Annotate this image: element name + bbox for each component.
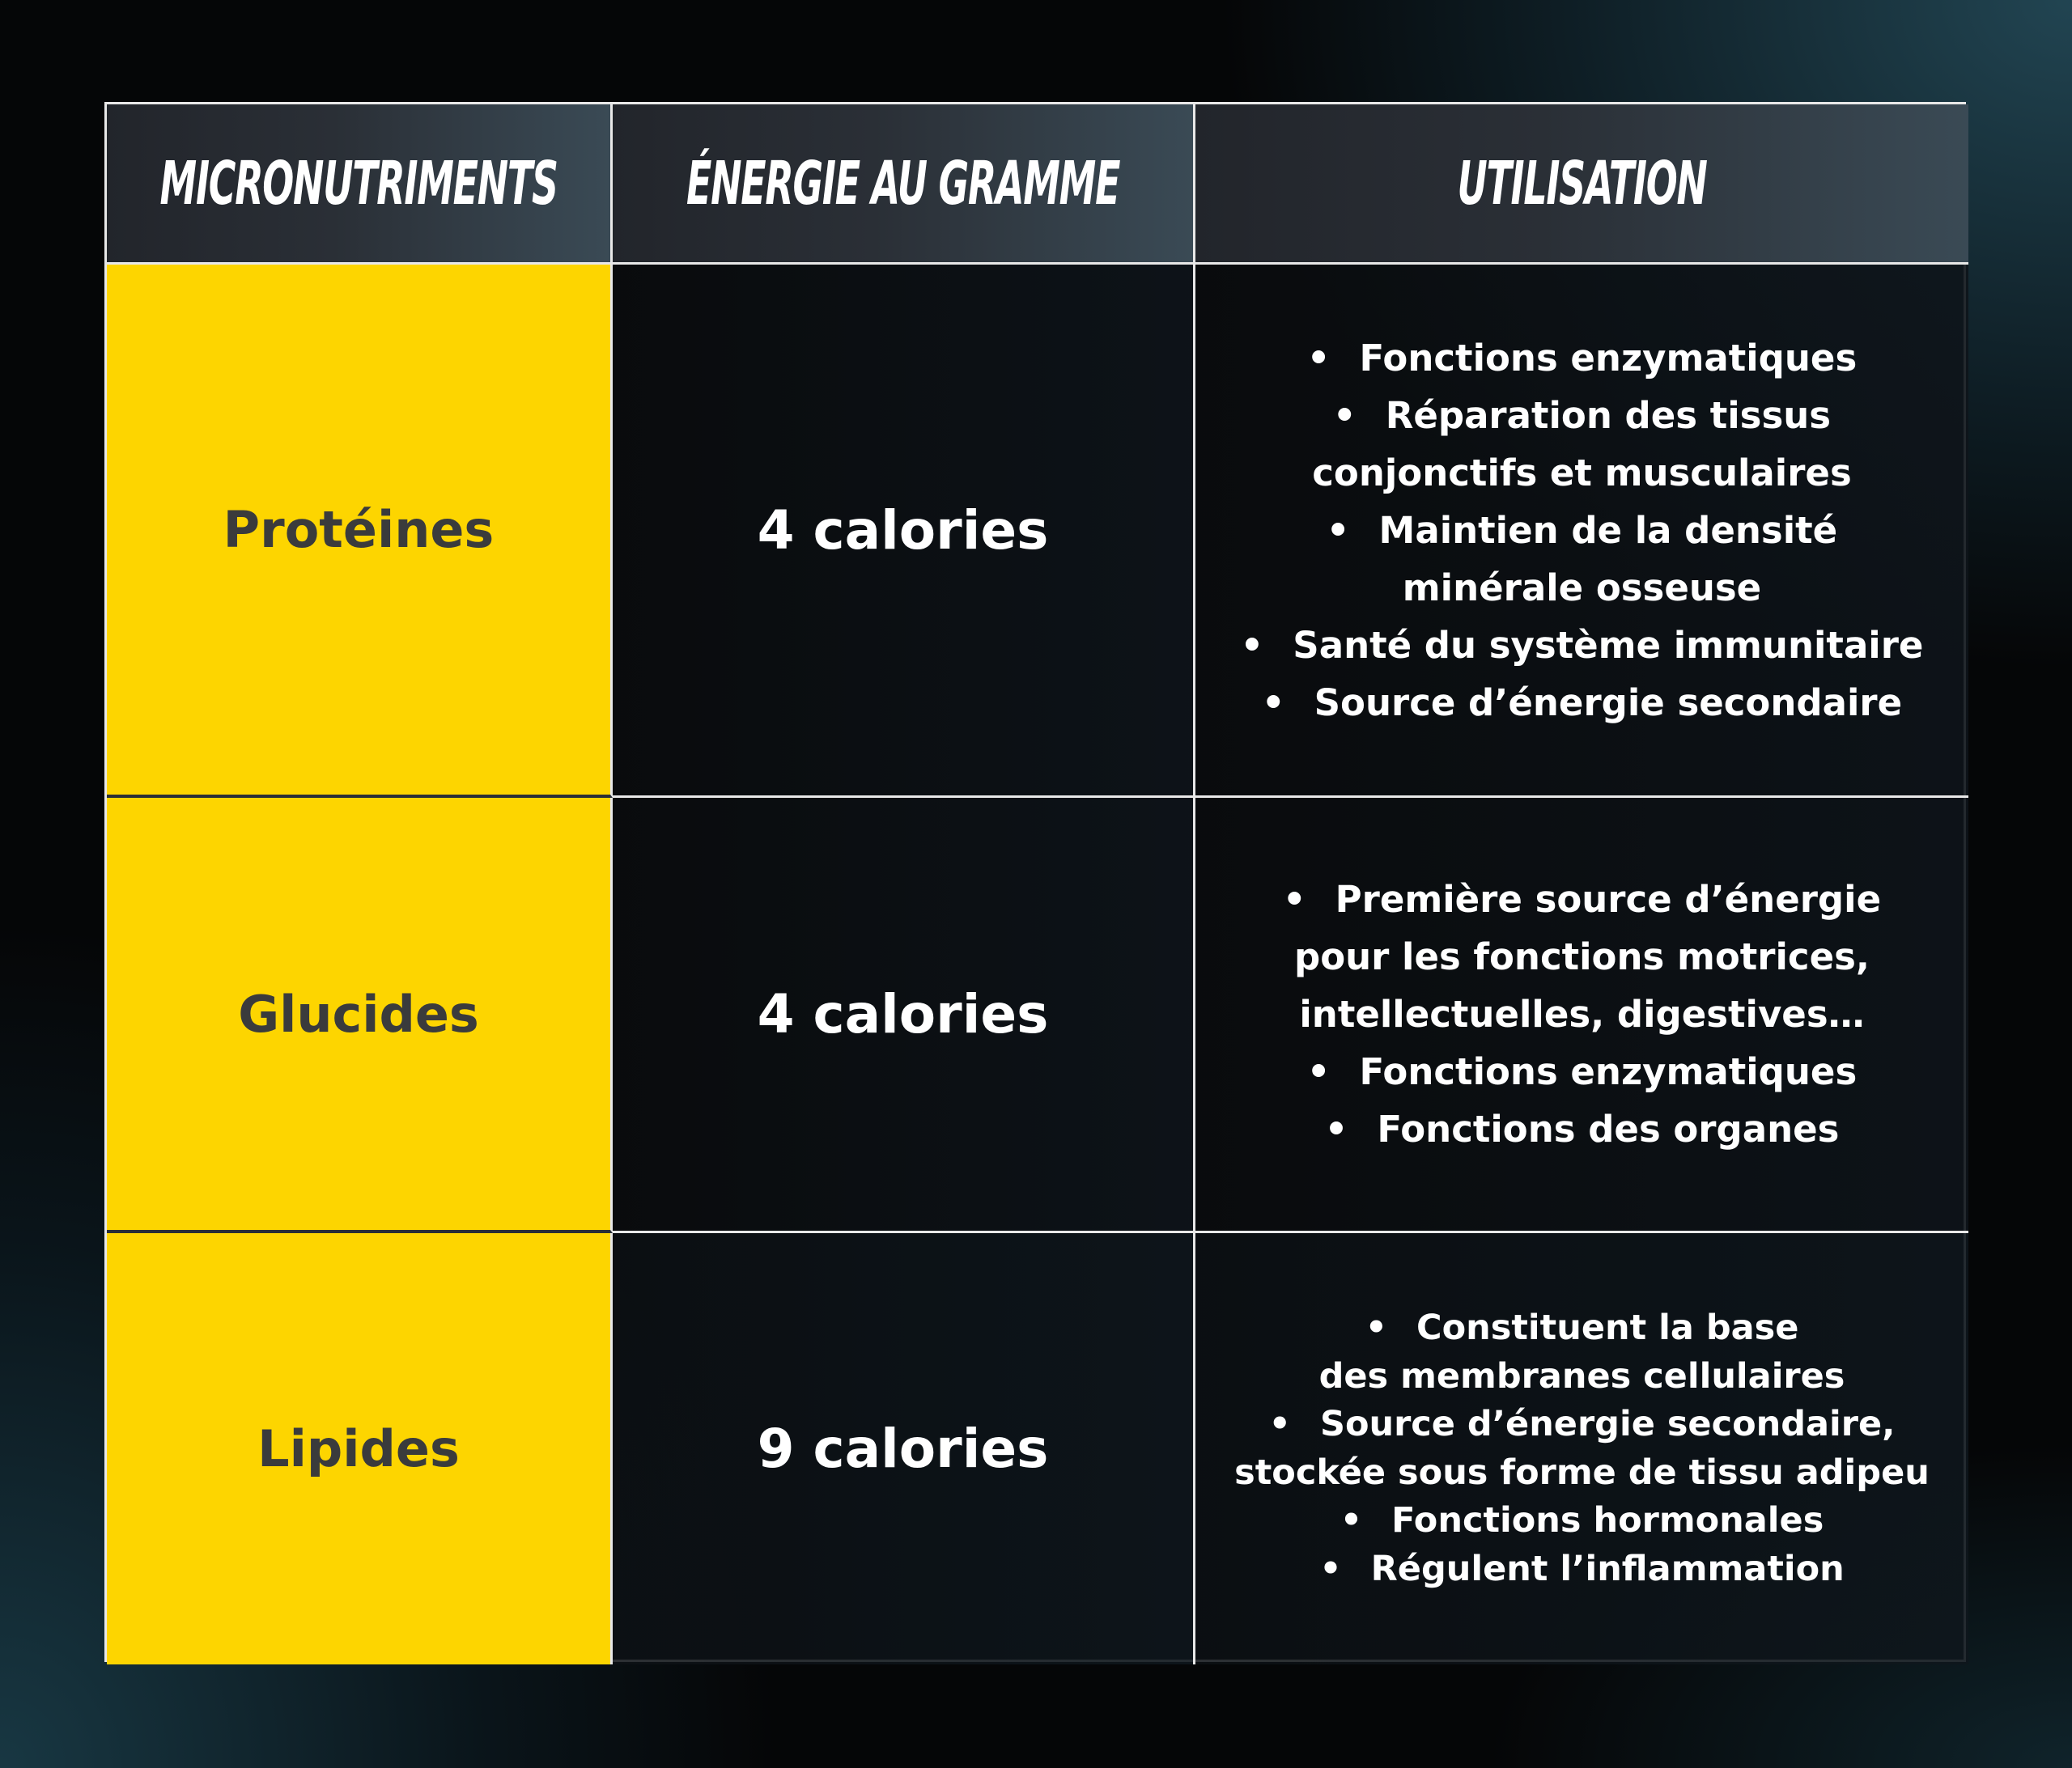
row-glucides-name-cell: [107, 798, 613, 1233]
nutrition-table: [104, 102, 1966, 1662]
use-text: minérale osseuse: [1402, 566, 1762, 609]
uses-list: [1283, 871, 1881, 1158]
use-item: [1234, 1497, 1930, 1545]
row-glucides-uses-cell: [1195, 798, 1968, 1233]
use-text: Réparation des tissus: [1385, 393, 1832, 437]
header-micronutriments: [107, 104, 613, 265]
bullet: •: [1365, 1308, 1388, 1348]
row-glucides-energy-cell: [613, 798, 1195, 1233]
header-utilisation: [1195, 104, 1968, 265]
use-text: Fonctions hormonales: [1391, 1500, 1824, 1541]
use-text: des membranes cellulaires: [1318, 1355, 1845, 1397]
bullet: •: [1240, 623, 1264, 667]
header-energie-label: ÉNERGIE AU GRAMME: [686, 148, 1120, 218]
bullet: •: [1340, 1500, 1363, 1541]
use-item: [1283, 928, 1881, 986]
row-energy: 9 calories: [757, 1418, 1049, 1480]
row-name: Protéines: [223, 500, 495, 559]
bullet: •: [1326, 508, 1350, 552]
use-item: [1283, 871, 1881, 928]
use-text: Première source d’énergie: [1335, 878, 1882, 921]
row-lipides-energy-cell: [613, 1233, 1195, 1664]
bullet: •: [1332, 393, 1357, 437]
use-text: conjonctifs et musculaires: [1312, 451, 1852, 494]
use-text: Régulent l’inflammation: [1370, 1548, 1845, 1589]
row-lipides-name-cell: [107, 1233, 613, 1664]
row-proteines-energy-cell: [613, 265, 1195, 798]
bullet: •: [1306, 336, 1331, 379]
use-text: pour les fonctions motrices,: [1294, 935, 1870, 978]
use-text: Fonctions enzymatiques: [1359, 1050, 1858, 1093]
use-text: Source d’énergie secondaire: [1314, 680, 1903, 724]
row-name: Glucides: [238, 984, 479, 1044]
use-item: [1283, 1100, 1881, 1158]
use-item: [1234, 1353, 1930, 1401]
bullet: •: [1306, 1050, 1331, 1093]
use-text: intellectuelles, digestives…: [1299, 993, 1865, 1036]
bullet: •: [1261, 680, 1285, 724]
row-lipides-uses-cell: [1195, 1233, 1968, 1664]
bullet: •: [1319, 1548, 1342, 1589]
use-text: Constituent la base: [1416, 1308, 1799, 1348]
use-item: [1241, 617, 1924, 674]
header-utilisation-label: UTILISATION: [1457, 148, 1707, 218]
use-text: Maintien de la densité: [1378, 508, 1838, 552]
row-proteines-name-cell: [107, 265, 613, 798]
row-energy: 4 calories: [757, 498, 1049, 562]
use-item: [1241, 387, 1924, 444]
use-text: Fonctions des organes: [1377, 1108, 1840, 1151]
use-item: [1234, 1401, 1930, 1449]
use-item: [1283, 986, 1881, 1043]
bullet: •: [1282, 878, 1306, 921]
use-item: [1241, 329, 1924, 387]
use-item: [1234, 1304, 1930, 1353]
uses-list: [1241, 329, 1924, 731]
use-item: [1241, 559, 1924, 617]
use-item: [1234, 1449, 1930, 1498]
bullet: •: [1268, 1404, 1291, 1444]
use-item: [1234, 1545, 1930, 1594]
use-item: [1283, 1043, 1881, 1100]
header-energie: [613, 104, 1195, 265]
row-energy: 4 calories: [757, 983, 1049, 1045]
use-item: [1241, 674, 1924, 731]
use-item: [1241, 502, 1924, 559]
use-item: [1241, 444, 1924, 502]
use-text: Source d’énergie secondaire,: [1319, 1404, 1896, 1444]
use-text: Santé du système immunitaire: [1293, 623, 1924, 667]
row-proteines-uses-cell: [1195, 265, 1968, 798]
use-text: stockée sous forme de tissu adipeu: [1234, 1452, 1930, 1493]
uses-list: [1234, 1304, 1930, 1593]
bullet: •: [1324, 1108, 1348, 1151]
row-name: Lipides: [257, 1419, 460, 1478]
use-text: Fonctions enzymatiques: [1359, 336, 1858, 379]
header-micronutriments-label: MICRONUTRIMENTS: [159, 148, 558, 218]
